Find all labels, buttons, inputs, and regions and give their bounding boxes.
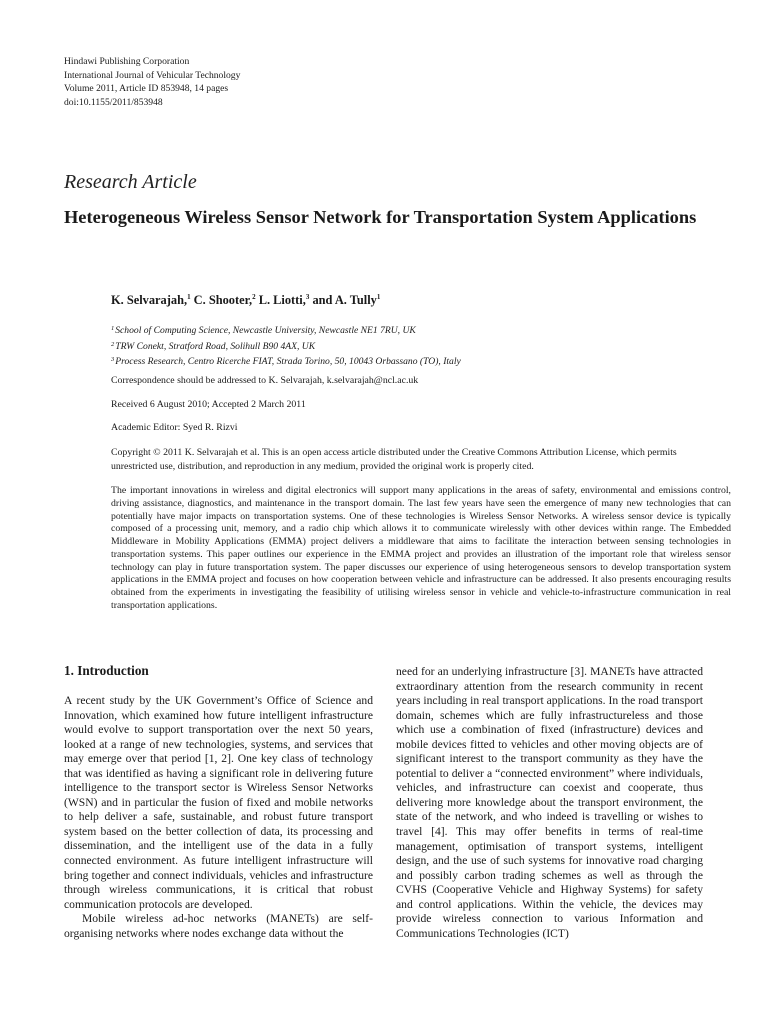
author-name: K. Selvarajah, bbox=[111, 293, 188, 307]
author-affiliation-mark: 1 bbox=[376, 293, 381, 301]
affiliation-item: $^2$TRW Conekt, Stratford Road, Solihull B90 4AX, UK bbox=[111, 340, 316, 352]
author-name: L. Liotti, bbox=[258, 293, 306, 307]
abstract: The important innovations in wireless and digital electronics will support many applications in the areas of safety, environmental and emissions control, driving assistance, diagnostics, and maintenance in the transport domain. The last few years have seen the emergence of many new technologies that can potentially have major impacts on transportation systems. One of these technologies is Wireless Sensor Networks. A wireless sensor device is typically composed of a processing unit, memory, and a radio chip which allows it to communicate wirelessly with other devices within range. The Embedded Middleware in Mobility Applications (EMMA) project delivers a middleware that aims to facilitate the interaction between sensing technologies in transportation systems. This paper outlines our experience in the EMMA project and provides an illustration of the important role that wireless sensor technology can play in future transportation system. The paper discusses our experience of using heterogeneous sensors to develop transportation system applications in the EMMA project and focuses on how cooperation between vehicle and infrastructure can be addressed. It also presents encouraging results obtained from the experiments in investigating the feasibility of utilising wireless sensor in vehicle and vehicle-to-infrastructure communication in real transportation applications. bbox=[111, 485, 731, 611]
body-column-left bbox=[64, 694, 373, 941]
body-paragraph: A recent study by the UK Government’s Office of Science and Innovation, which examined how future intelligent infrastructure would evolve to support transportation over the next 50 years, looked at a range of new technologies, systems, and services that may emerge over that period [1, 2]. One key class of technology that was identified as having a significant role in delivering future intelligence to the transport sector is Wireless Sensor Networks (WSN) and in particular the fusion of fixed and mobile networks to help deliver a safe, sustainable, and robust future transport system based on the better collection of data, its processing and dissemination, and the intelligent use of the data in a fully connected environment. As future intelligent infrastructure will bring together and connect individuals, vehicles and infrastructure through wireless communications, it is critical that robust communication protocols are developed. bbox=[64, 694, 373, 911]
author-list bbox=[111, 293, 380, 308]
body-paragraph: Mobile wireless ad-hoc networks (MANETs) are self-organising networks where nodes exchange data without the bbox=[64, 912, 373, 940]
affiliation-item: $^1$School of Computing Science, Newcastle University, Newcastle NE1 7RU, UK bbox=[111, 325, 416, 336]
journal-name: International Journal of Vehicular Technology bbox=[64, 69, 241, 81]
article-type: Research Article bbox=[64, 171, 197, 193]
journal-header bbox=[64, 55, 240, 109]
received-accepted-dates: Received 6 August 2010; Accepted 2 March 2011 bbox=[111, 399, 306, 410]
author-affiliation-mark: 3 bbox=[305, 293, 310, 301]
affiliation-list bbox=[111, 322, 461, 369]
author-name: and A. Tully bbox=[312, 293, 377, 307]
body-paragraph: need for an underlying infrastructure [3]. MANETs have attracted extraordinary attention from the research community in recent years including in real transport applications. In the road transport domain, schemes which are fully infrastructureless and those which use a combination of fixed (infrastructure) devices and mobile devices fitted to vehicles and other moving objects are of significant interest to the transport community as they have the potential to deliver a “connected environment” where individuals, vehicles, and infrastructure can coexist and cooperate, thus delivering more knowledge about the transport environment, the state of the network, and who indeed is travelling or wishes to travel [4]. This may offer benefits in terms of real-time management, optimisation of transport systems, intelligent design, and the use of such systems for innovative road charging and possibly carbon trading schemes as well as through the CVHS (Cooperative Vehicle and Highway Systems) for safety and control applications. Within the vehicle, the devices may provide wireless connection to various Information and Communications Technologies (ICT) bbox=[396, 665, 703, 940]
academic-editor: Academic Editor: Syed R. Rizvi bbox=[111, 422, 238, 433]
paper-title: Heterogeneous Wireless Sensor Network for Transportation System Applications bbox=[64, 207, 697, 227]
author-name: C. Shooter, bbox=[193, 293, 253, 307]
author-affiliation-mark: 1 bbox=[187, 293, 191, 301]
body-column-right bbox=[396, 665, 703, 941]
section-heading: 1. Introduction bbox=[64, 663, 149, 678]
copyright-notice: Copyright © 2011 K. Selvarajah et al. This is an open access article distributed under the Creative Commons Attribution License, which permits unrestricted use, distribution, and reproduction in any medium, provided the original work is properly cited. bbox=[111, 447, 677, 472]
correspondence-email[interactable]: k.selvarajah@ncl.ac.uk bbox=[326, 375, 419, 386]
publisher-line: Hindawi Publishing Corporation bbox=[64, 56, 190, 67]
correspondence: Correspondence should be addressed to K. Selvarajah, k.selvarajah@ncl.ac.uk bbox=[111, 375, 419, 386]
affiliation-item: $^3$Process Research, Centro Ricerche FIAT, Strada Torino, 50, 10043 Orbassano (TO), Italy bbox=[111, 356, 461, 367]
volume-line: Volume 2011, Article ID 853948, 14 pages bbox=[64, 83, 229, 95]
author-affiliation-mark: 2 bbox=[252, 293, 256, 301]
doi-line: doi:10.1155/2011/853948 bbox=[64, 96, 163, 108]
